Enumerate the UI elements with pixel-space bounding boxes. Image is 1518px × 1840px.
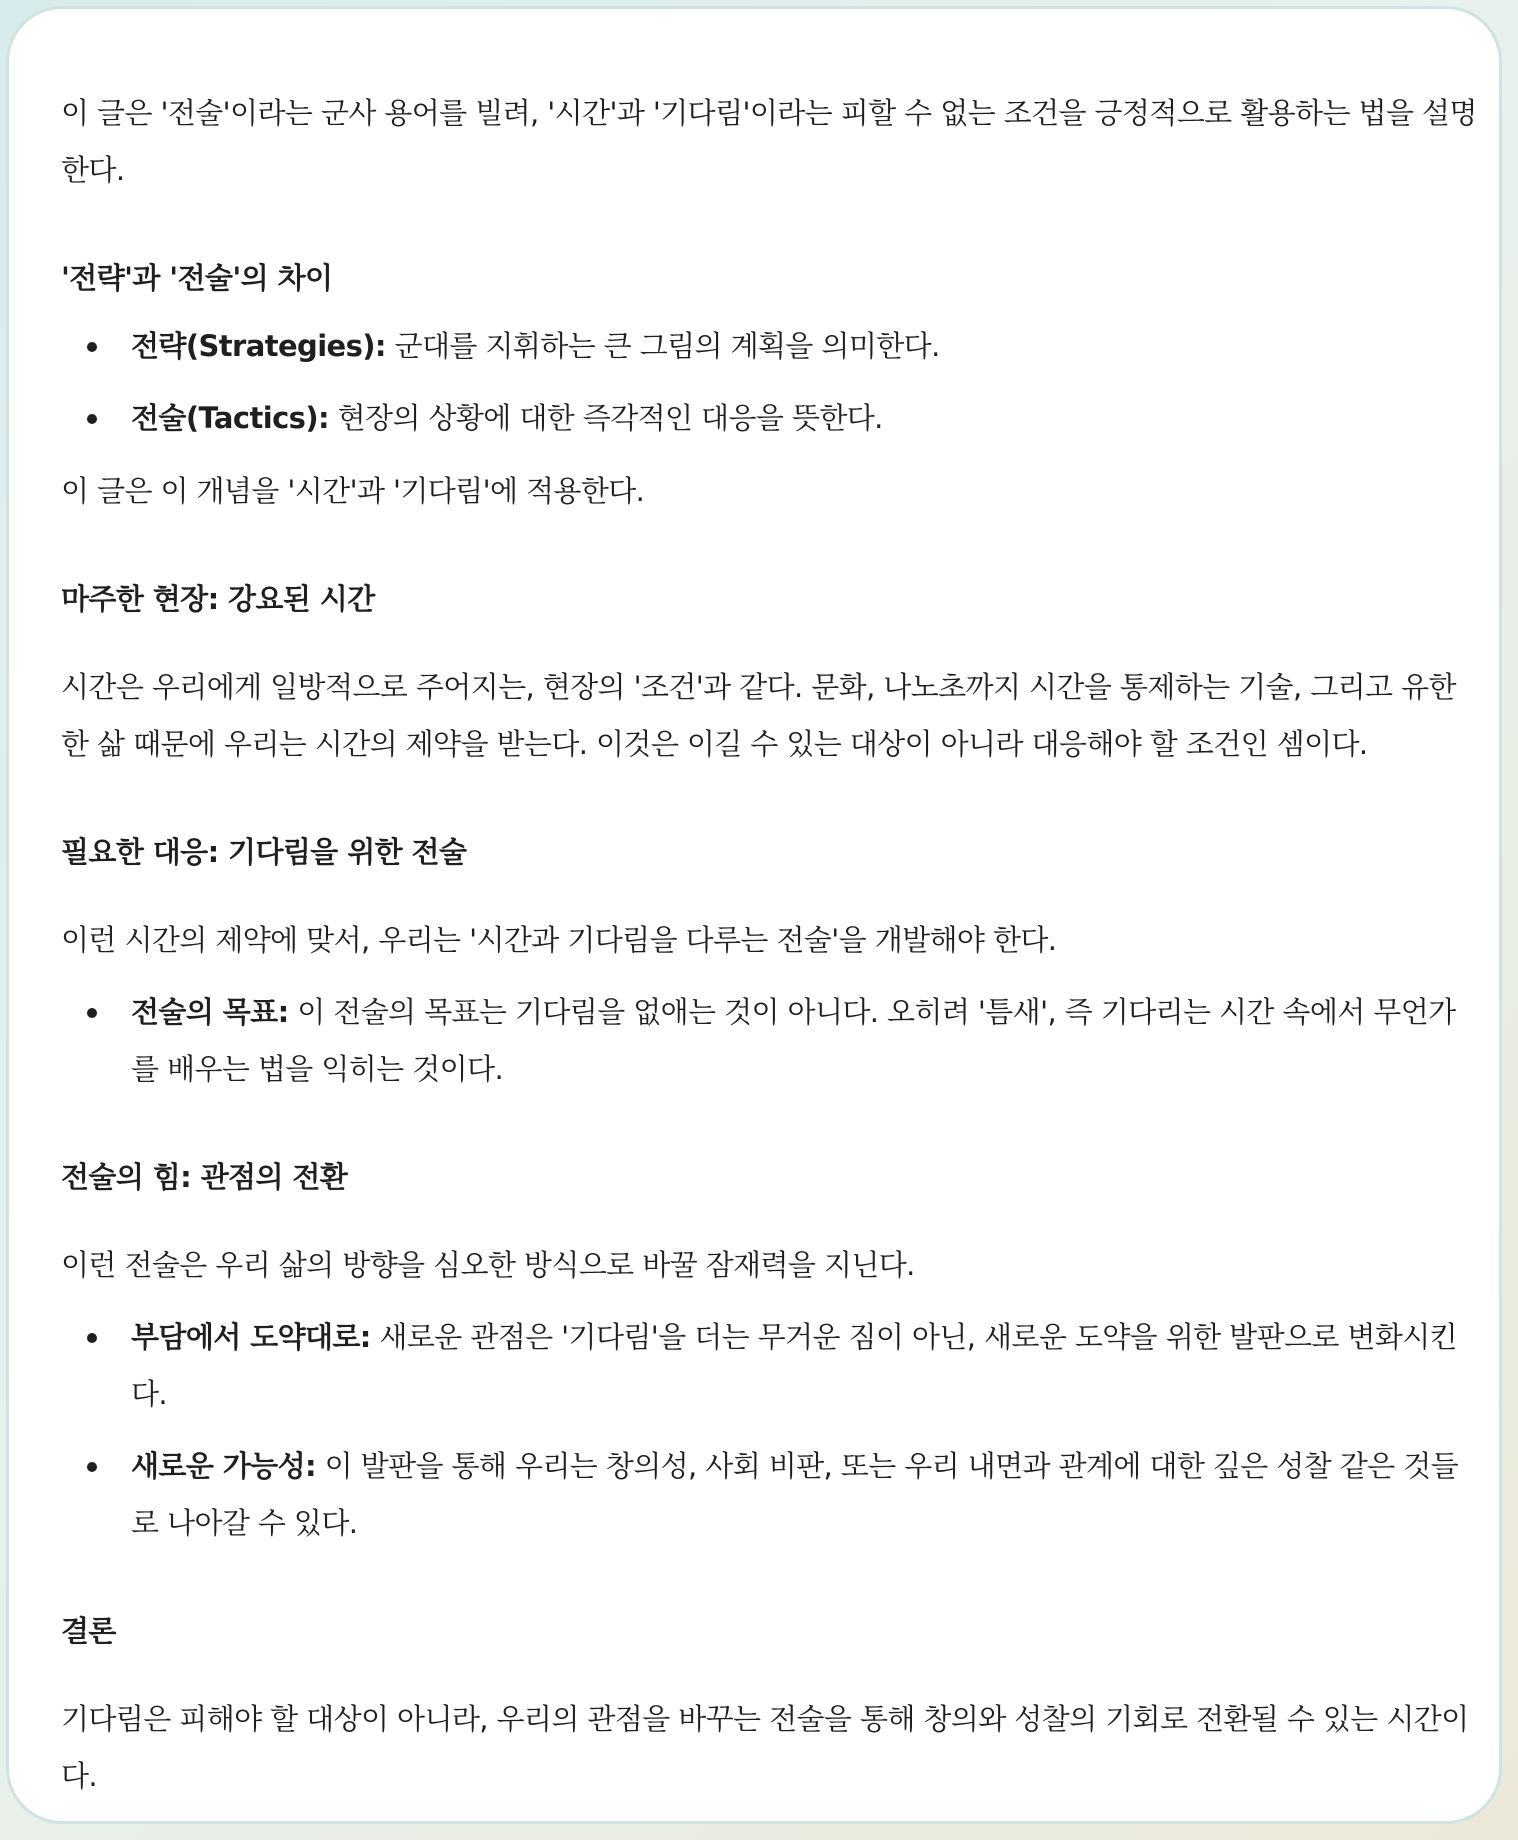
list-item: [61, 318, 1481, 375]
list-item-term: 부담에서 도약대로:: [131, 1320, 371, 1354]
bullet-icon: [87, 1008, 97, 1018]
list-item-term: 새로운 가능성:: [131, 1449, 316, 1483]
need-paragraph: 이런 시간의 제약에 맞서, 우리는 '시간과 기다림을 다루는 전술'을 개발해야 한다.: [61, 923, 1057, 957]
list-item-term: 전술의 목표:: [131, 995, 289, 1029]
conclusion-paragraph: 기다림은 피해야 할 대상이 아니라, 우리의 관점을 바꾸는 전술을 통해 창의와 성찰의 기회로 전환될 수 있는 시간이다.: [61, 1702, 1469, 1793]
list-item: [61, 984, 1481, 1098]
intro-paragraph: 이 글은 '전술'이라는 군사 용어를 빌려, '시간'과 '기다림'이라는 피할 수 없는 조건을 긍정적으로 활용하는 법을 설명한다.: [61, 96, 1477, 187]
response-content: [61, 85, 1481, 1805]
bullet-icon: [87, 414, 97, 424]
power-list: [61, 1309, 1481, 1552]
list-item: [61, 1438, 1481, 1552]
section-heading-power: 전술의 힘: 관점의 전환: [61, 1160, 348, 1194]
list-item-text: 이 발판을 통해 우리는 창의성, 사회 비판, 또는 우리 내면과 관계에 대한 깊은 성찰 같은 것들로 나아갈 수 있다.: [131, 1449, 1459, 1540]
list-item-term: 전술(Tactics):: [131, 401, 329, 435]
difference-list: [61, 318, 1481, 447]
section-heading-field: 마주한 현장: 강요된 시간: [61, 582, 375, 616]
bullet-icon: [87, 1462, 97, 1472]
section-heading-difference: '전략'과 '전술'의 차이: [61, 261, 333, 295]
difference-after-paragraph: 이 글은 이 개념을 '시간'과 '기다림'에 적용한다.: [61, 474, 645, 508]
list-item-term: 전략(Strategies):: [131, 329, 386, 363]
field-paragraph: 시간은 우리에게 일방적으로 주어지는, 현장의 '조건'과 같다. 문화, 나노초까지 시간을 통제하는 기술, 그리고 유한한 삶 때문에 우리는 시간의 제약을 받는다. 이것은 이길 수 있는 대상이 아니라 대응해야 할 조건인 셈이다.: [61, 670, 1456, 761]
list-item-text: 새로운 관점은 '기다림'을 더는 무거운 짐이 아닌, 새로운 도약을 위한 발판으로 변화시킨다.: [131, 1320, 1458, 1411]
bullet-icon: [87, 342, 97, 352]
list-item-text: 군대를 지휘하는 큰 그림의 계획을 의미한다.: [385, 329, 940, 363]
list-item-text: 이 전술의 목표는 기다림을 없애는 것이 아니다. 오히려 '틈새', 즉 기다리는 시간 속에서 무언가를 배우는 법을 익히는 것이다.: [131, 995, 1456, 1086]
section-heading-need: 필요한 대응: 기다림을 위한 전술: [61, 835, 467, 869]
bullet-icon: [87, 1333, 97, 1343]
section-heading-conclusion: 결론: [61, 1614, 116, 1648]
need-list: [61, 984, 1481, 1098]
list-item-text: 현장의 상황에 대한 즉각적인 대응을 뜻한다.: [329, 401, 883, 435]
list-item: [61, 1309, 1481, 1423]
list-item: [61, 390, 1481, 447]
response-card: [6, 6, 1502, 1824]
power-paragraph: 이런 전술은 우리 삶의 방향을 심오한 방식으로 바꿀 잠재력을 지닌다.: [61, 1248, 915, 1282]
